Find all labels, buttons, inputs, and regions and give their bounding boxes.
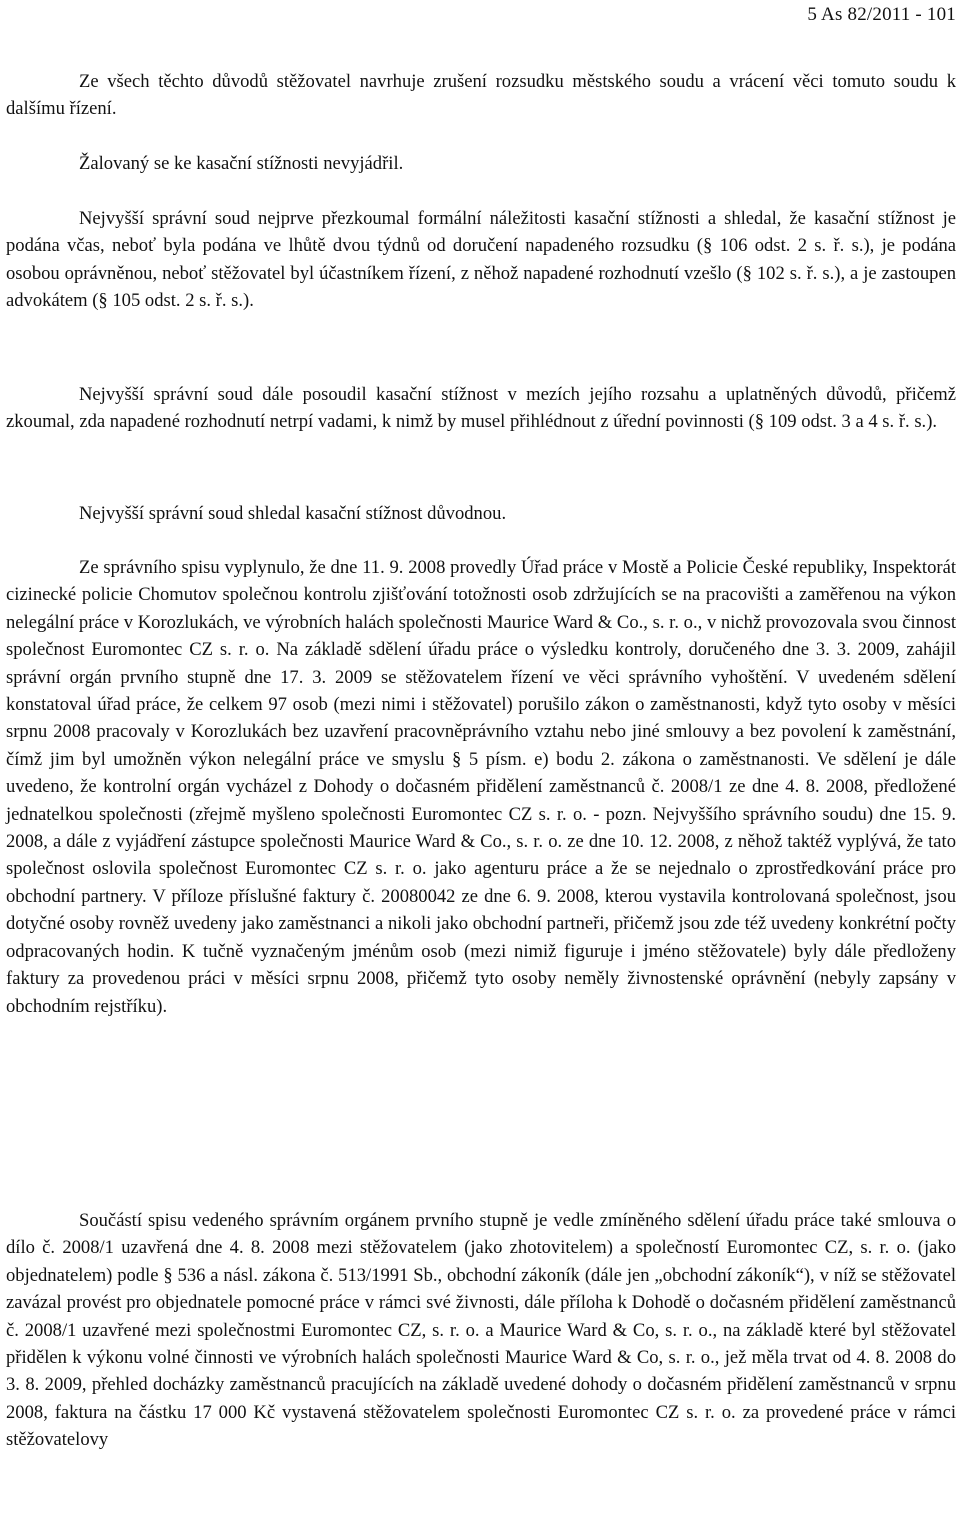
paragraph-1: Ze všech těchto důvodů stěžovatel navrhuje zrušení rozsudku městského soudu a vrácení věci tomuto soudu k dalšímu řízení. [6,71,956,120]
case-number-header: 5 As 82/2011 - 101 [807,4,956,25]
paragraph-4: Nejvyšší správní soud dále posoudil kasační stížnost v mezích jejího rozsahu a uplatněných důvodů, přičemž zkoumal, zda napadené rozhodnutí netrpí vadami, k nimž by musel přihlédnout z úřední povinnosti (§ 109 odst. 3 a 4 s. ř. s.). [6,384,956,433]
paragraph-2: Žalovaný se ke kasační stížnosti nevyjádřil. [79,153,404,174]
paragraph-7: Součástí spisu vedeného správním orgánem prvního stupně je vedle zmíněného sdělení úřadu práce také smlouva o dílo č. 2008/1 uzavřená dne 4. 8. 2008 mezi stěžovatelem (jako zhotovitelem) a společností Euromontec CZ, s. r. o. (jako objednatelem) podle § 536 a násl. zákona č. 513/1991 Sb., obchodní zákoník (dále jen „obchodní zákoník“), v níž se stěžovatel zavázal provést pro objednatele pomocné práce v rámci své živnosti, dále příloha k Dohodě o dočasném přidělení zaměstnanců č. 2008/1 uzavřené mezi společnostmi Euromontec CZ, s. r. o. a Maurice Ward & Co, s. r. o., na základě které byl stěžovatel přidělen k výkonu volné činnosti ve výrobních halách společnosti Maurice Ward & Co, s. r. o., jež měla trvat od 4. 8. 2008 do 3. 8. 2009, přehled docházky zaměstnanců pracujících na základě uvedené dohody o dočasném přidělení zaměstnanců v srpnu 2008, faktura na částku 17 000 Kč vystavená stěžovatelem společnosti Euromontec CZ s. r. o. za provedené práce v rámci stěžovatelovy [6,1210,956,1451]
paragraph-5: Nejvyšší správní soud shledal kasační stížnost důvodnou. [79,503,507,524]
paragraph-3: Nejvyšší správní soud nejprve přezkoumal formální náležitosti kasační stížnosti a shledal, že kasační stížnost je podána včas, neboť byla podána ve lhůtě dvou týdnů od doručení napadeného rozsudku (§ 106 odst. 2 s. ř. s.), je podána osobou oprávněnou, neboť stěžovatel byl účastníkem řízení, z něhož napadené rozhodnutí vzešlo (§ 102 s. ř. s.), a je zastoupen advokátem (§ 105 odst. 2 s. ř. s.). [6,208,956,312]
paragraph-6: Ze správního spisu vyplynulo, že dne 11. 9. 2008 provedly Úřad práce v Mostě a Policie České republiky, Inspektorát cizinecké policie Chomutov společnou kontrolu zjišťování totožnosti osob zdržujících se na pracovišti a zaměřenou na výkon nelegální práce v Korozlukách, ve výrobních halách společnosti Maurice Ward & Co., s. r. o., v nichž provozovala svou činnost společnost Euromontec CZ s. r. o. Na základě sdělení úřadu práce o výsledku kontroly, doručeného dne 3. 3. 2009, zahájil správní orgán prvního stupně dne 17. 3. 2009 se stěžovatelem řízení ve věci správního vyhoštění. V uvedeném sdělení konstatoval úřad práce, že celkem 97 osob (mezi nimi i stěžovatel) porušilo zákon o zaměstnanosti, když tyto osoby v měsíci srpnu 2008 pracovaly v Korozlukách bez uzavření pracovněprávního vztahu nebo jiné smlouvy a bez povolení k zaměstnání, čímž jim byl umožněn výkon nelegální práce ve smyslu § 5 písm. e) bodu 2. zákona o zaměstnanosti. Ve sdělení je dále uvedeno, že kontrolní orgán vycházel z Dohody o dočasném přidělení zaměstnanců č. 2008/1 ze dne 4. 8. 2008, předložené jednatelkou společnosti (zřejmě myšleno společnosti Euromontec CZ s. r. o. - pozn. Nejvyššího správního soudu) dne 15. 9. 2008, a dále z vyjádření zástupce společnosti Maurice Ward & Co., s. r. o. ze dne 10. 12. 2008, z něhož taktéž vyplývá, že tato společnost oslovila společnost Euromontec CZ s. r. o. jako agenturu práce a že se nejednalo o zprostředkování práce pro obchodní partnery. V příloze příslušné faktury č. 20080042 ze dne 6. 9. 2008, kterou vystavila kontrolovaná společnost, jsou dotyčné osoby rovněž uvedeny jako zaměstnanci a nikoli jako obchodní partneři, přičemž jsou zde též uvedeny konkrétní počty odpracovaných hodin. K tučně vyznačeným jménům osob (mezi nimiž figuruje i jméno stěžovatele) byly dále předloženy faktury za provedenou práci v měsíci srpnu 2008, přičemž tyto osoby neměly živnostenské oprávnění (nebyly zapsány v obchodním rejstříku). [6,557,956,1017]
